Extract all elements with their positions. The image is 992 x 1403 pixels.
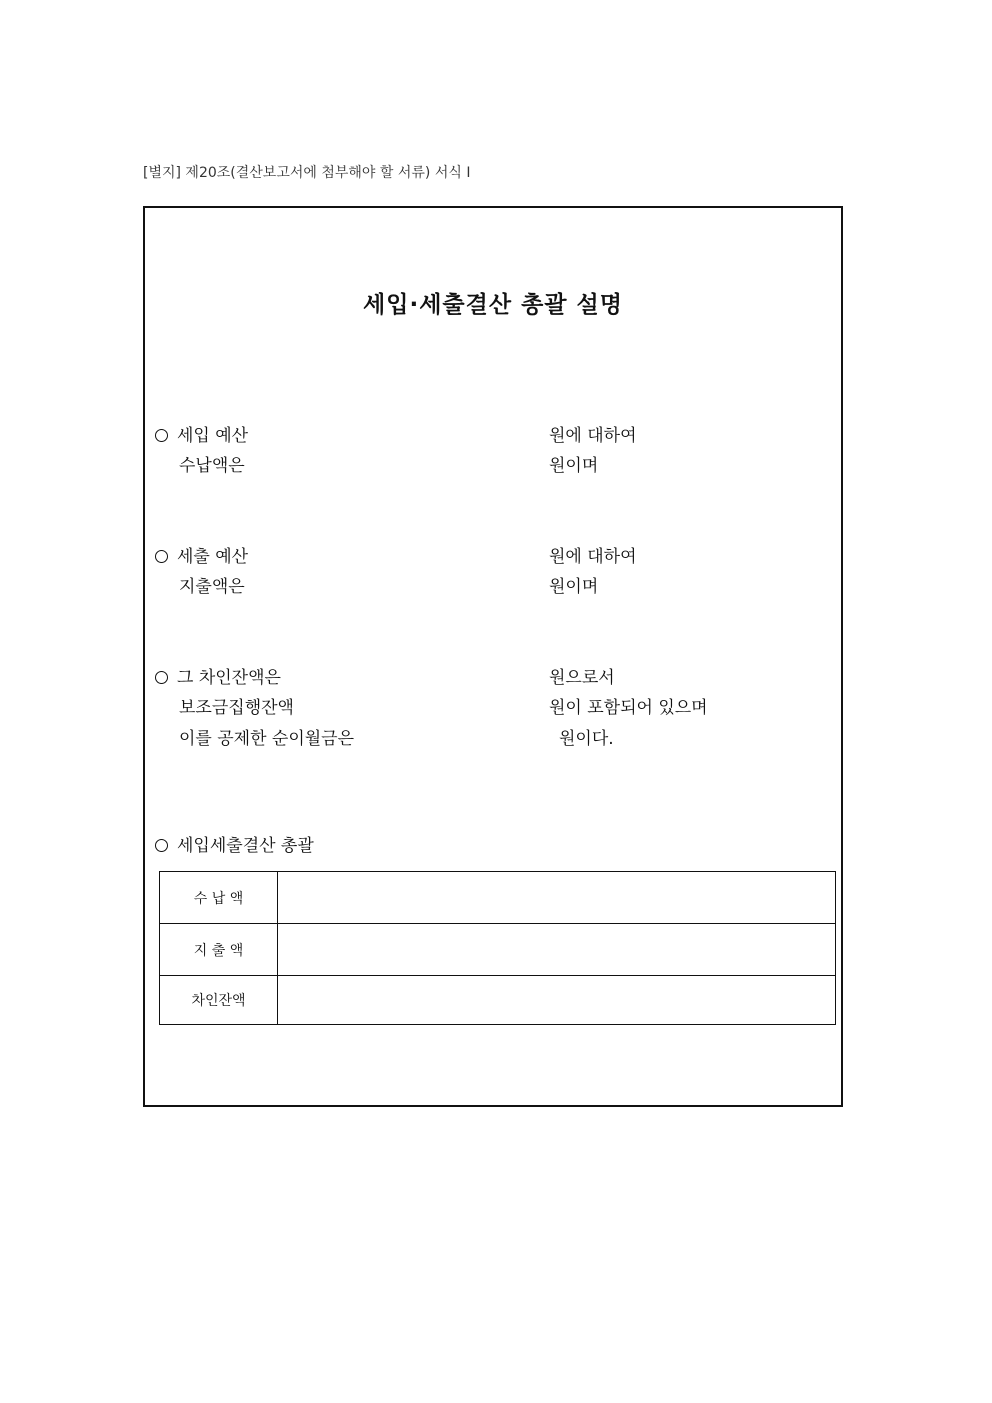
received-amount-cell[interactable] xyxy=(278,872,836,924)
summary-heading: 세입세출결산 총괄 xyxy=(177,836,314,856)
form-title: 세입·세출결산 총괄 설명 xyxy=(363,292,623,318)
expenditure-paid-suffix: 원이며 xyxy=(549,577,599,597)
net-carryover-suffix: 원이다. xyxy=(559,729,614,749)
balance-amount-label: 차인잔액 xyxy=(160,976,278,1025)
revenue-budget-line xyxy=(155,425,248,447)
balance-suffix: 원으로서 xyxy=(549,668,615,688)
revenue-received-label: 수납액은 xyxy=(179,456,245,476)
circle-bullet-icon xyxy=(155,839,168,852)
subsidy-balance-label: 보조금집행잔액 xyxy=(179,698,294,718)
table-row xyxy=(160,924,836,976)
balance-label: 그 차인잔액은 xyxy=(177,668,281,688)
summary-table xyxy=(159,871,836,1025)
revenue-budget-suffix: 원에 대하여 xyxy=(549,426,637,446)
revenue-budget-label: 세입 예산 xyxy=(177,426,249,446)
subsidy-balance-suffix: 원이 포함되어 있으며 xyxy=(549,698,708,718)
table-row xyxy=(160,872,836,924)
expenditure-budget-line xyxy=(155,546,248,568)
circle-bullet-icon xyxy=(155,550,168,563)
form-caption: [별지] 제20조(결산보고서에 첨부해야 할 서류) 서식 I xyxy=(143,165,471,181)
received-amount-label: 수 납 액 xyxy=(160,872,278,924)
net-carryover-label: 이를 공제한 순이월금은 xyxy=(179,729,355,749)
circle-bullet-icon xyxy=(155,671,168,684)
balance-amount-cell[interactable] xyxy=(278,976,836,1025)
revenue-received-suffix: 원이며 xyxy=(549,456,599,476)
expenditure-budget-suffix: 원에 대하여 xyxy=(549,547,637,567)
balance-line xyxy=(155,667,281,689)
circle-bullet-icon xyxy=(155,429,168,442)
expenditure-budget-label: 세출 예산 xyxy=(177,547,249,567)
expenditure-paid-label: 지출액은 xyxy=(179,577,245,597)
form-frame xyxy=(143,206,843,1107)
table-row xyxy=(160,976,836,1025)
paid-amount-cell[interactable] xyxy=(278,924,836,976)
paid-amount-label: 지 출 액 xyxy=(160,924,278,976)
summary-heading-line xyxy=(155,835,314,857)
